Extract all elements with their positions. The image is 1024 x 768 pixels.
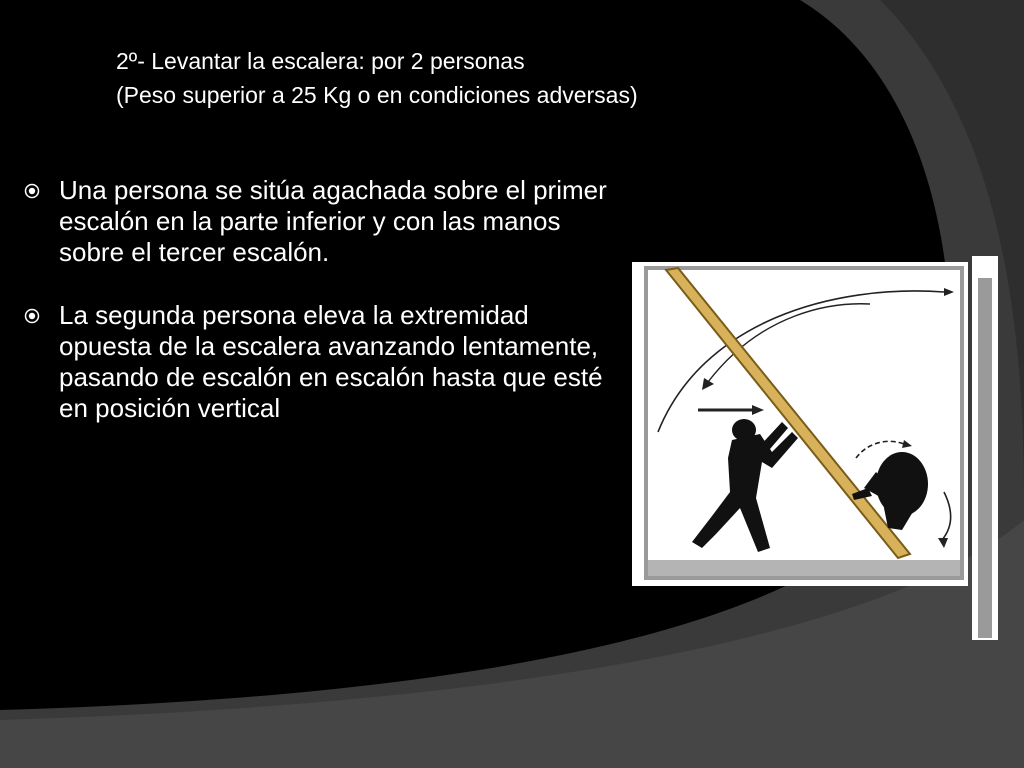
floor-strip — [648, 560, 960, 576]
radio-bullet-icon — [24, 308, 40, 324]
title-line-2: (Peso superior a 25 Kg o en condiciones adversas) — [116, 82, 638, 108]
bullet-item — [22, 175, 622, 268]
title-line-1: 2º- Levantar la escalera: por 2 personas — [116, 48, 525, 74]
radio-bullet-icon — [24, 183, 40, 199]
bullet-text: La segunda persona eleva la extremidad opuesta de la escalera avanzando lentamente, pasando de escalón en escalón hasta que esté en posición vertical — [59, 300, 603, 423]
slide-title — [116, 44, 638, 112]
bullet-text: Una persona se sitúa agachada sobre el primer escalón en la parte inferior y con las manos sobre el tercer escalón. — [59, 175, 607, 267]
bullet-item — [22, 300, 622, 424]
ladder-raising-illustration — [632, 262, 968, 586]
bullet-list — [22, 175, 622, 456]
side-frame — [972, 256, 998, 640]
